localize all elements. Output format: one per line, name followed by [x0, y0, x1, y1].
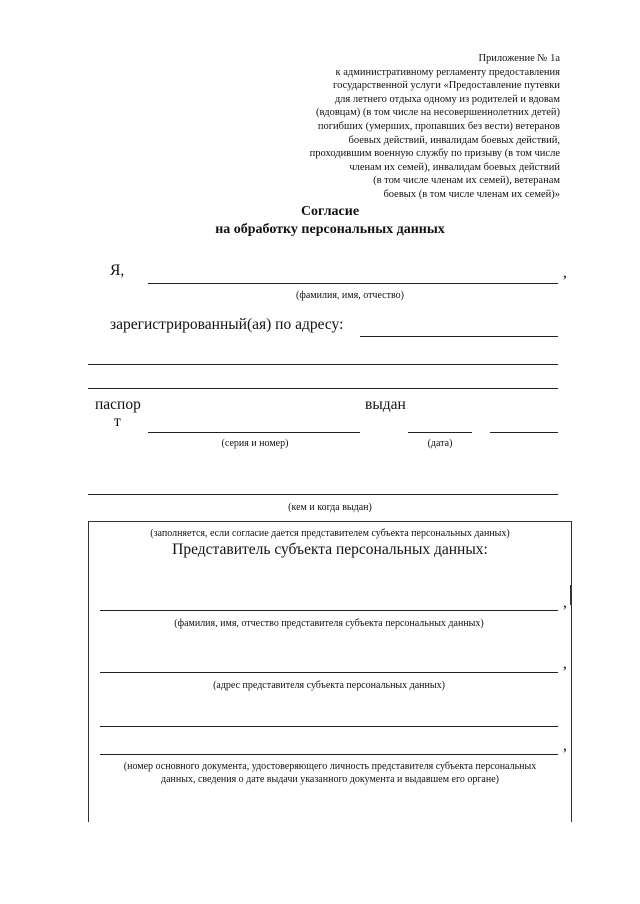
comma: , — [563, 737, 567, 754]
representative-heading: Представитель субъекта персональных данных: — [172, 541, 488, 558]
rep-fio-line[interactable] — [100, 610, 558, 611]
address-field-line[interactable] — [360, 336, 558, 337]
appendix-line: боевых (в том числе членам их семей)» — [383, 188, 560, 200]
document-subtitle: на обработку персональных данных — [215, 222, 445, 237]
series-caption: (серия и номер) — [221, 438, 289, 449]
issued-by-line[interactable] — [88, 494, 558, 495]
rep-address-caption: (адрес представителя субъекта персональных данных) — [213, 680, 445, 691]
appendix-line: (вдовцам) (в том числе на несовершеннолетних детей) — [316, 107, 560, 119]
rep-document-caption-1: (номер основного документа, удостоверяющего личность представителя субъекта персональных — [123, 761, 537, 772]
appendix-line: к административному регламенту предоставления — [335, 66, 560, 78]
rep-fio-caption: (фамилия, имя, отчество представителя субъекта персональных данных) — [174, 618, 484, 629]
comma: , — [563, 264, 567, 281]
address-field-line-3[interactable] — [88, 388, 558, 389]
rep-document-line[interactable] — [100, 726, 558, 727]
registered-label: зарегистрированный(ая) по адресу: — [110, 316, 344, 333]
comma: , — [563, 594, 567, 611]
passport-date-line-2[interactable] — [490, 432, 558, 433]
rep-document-line-2[interactable] — [100, 754, 558, 755]
rep-document-caption-2: данных, сведения о дате выдачи указанного документа и выдавшем его органе) — [161, 774, 499, 785]
fio-caption: (фамилия, имя, отчество) — [296, 290, 404, 301]
passport-label-end: т — [114, 413, 121, 430]
appendix-header — [260, 52, 560, 202]
appendix-line: проходившим военную службу по призыву (в том числе — [309, 148, 560, 160]
rep-address-line[interactable] — [100, 672, 558, 673]
appendix-line: (в том числе членам их семей), ветеранам — [373, 175, 560, 187]
appendix-line: членам их семей), инвалидам боевых действий — [349, 161, 560, 173]
issued-by-caption: (кем и когда выдан) — [288, 502, 372, 513]
box-edge-tick — [570, 585, 571, 605]
passport-series-line[interactable] — [148, 432, 360, 433]
appendix-line: для летнего отдыха одному из родителей и вдовам — [334, 93, 560, 105]
appendix-line: государственной услуги «Предоставление путевки — [333, 80, 560, 92]
appendix-line: боевых действий, инвалидам боевых действий, — [348, 134, 560, 146]
appendix-line: погибших (умерших, пропавших без вести) ветеранов — [317, 120, 560, 132]
passport-date-line[interactable] — [408, 432, 472, 433]
representative-note: (заполняется, если согласие дается представителем субъекта персональных данных) — [150, 528, 510, 539]
passport-label: паспор — [95, 396, 141, 413]
ya-label: Я, — [110, 262, 125, 279]
issued-label: выдан — [365, 396, 406, 413]
document-title: Согласие — [300, 204, 360, 219]
comma: , — [563, 655, 567, 672]
date-caption: (дата) — [427, 438, 453, 449]
fio-field-line[interactable] — [148, 283, 558, 284]
appendix-line: Приложение № 1а — [478, 53, 560, 64]
address-field-line-2[interactable] — [88, 364, 558, 365]
